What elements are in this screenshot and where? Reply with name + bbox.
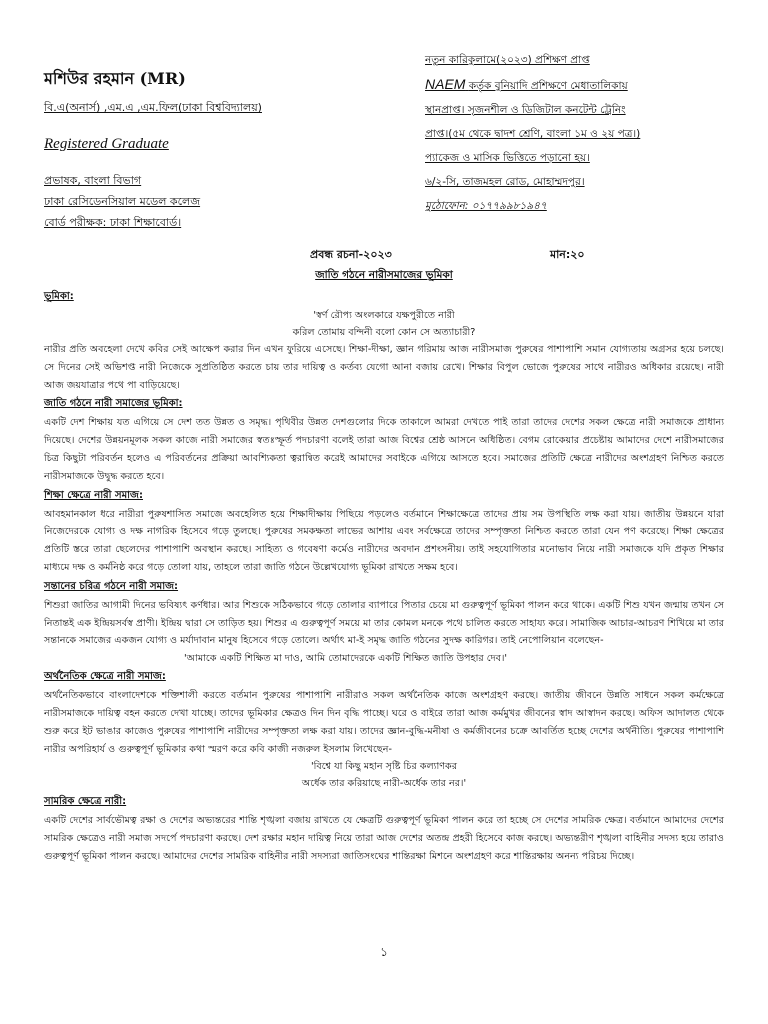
training-line-5: প্যাকেজ ও মাসিক ভিত্তিতে পড়ানো হয়। — [425, 152, 590, 164]
essay-body — [44, 287, 724, 866]
intro-verse-1: 'স্বর্ণ রৌপ্য অংলকারে যক্ষপুরীতে নারী — [313, 310, 455, 321]
author-examiner: বোর্ড পরীক্ষক: ঢাকা শিক্ষাবোর্ড। — [44, 216, 182, 229]
registered-graduate: Registered Graduate — [44, 136, 169, 152]
intro-paragraph: নারীর প্রতি অবহেলা দেখে কবির সেই আক্ষেপ করার দিন এখন ফুরিয়ে এসেছে। শিক্ষা-দীক্ষা, জ্ঞান গরিমায় আজ নারীসমাজ পুরুষের পাশাপাশি সমান যোগ্যতায় অগ্রসর হয়ে চলছে। সে দিনের সেই অভিশপ্ত নারী নিজেকে সুপ্রতিষ্ঠিত করতে চায় তার দায়িত্ব ও কর্তব্য যেগো আনা বজায় রেখে। শিক্ষার বিপুল ভোজে পুরুষের সাথে নারীরও অধিকার রয়েছে। নারী আজ জয়যাত্রার পথে পা বাড়িয়েছে। — [44, 344, 724, 391]
training-line-3: স্থানপ্রাপ্ত। সৃজনশীল ও ডিজিটাল কনটেন্ট ট্রেনিং — [425, 104, 626, 116]
training-info — [425, 48, 725, 218]
author-info — [44, 66, 374, 233]
author-college: ঢাকা রেসিডেনসিয়াল মডেল কলেজ — [44, 195, 201, 208]
author-degrees: বি.এ(অনার্স) ,এম.এ ,এম.ফিল(ঢাকা বিশ্ববিদ্যালয়) — [44, 101, 262, 114]
essay-topic-wrap — [0, 268, 768, 285]
children-paragraph: শিশুরা জাতির আগামী দিনের ভবিষ্যৎ কর্ণধার। আর শিশুকে সঠিকভাবে গড়ে তোলার ব্যাপারে পিতার চেয়ে মা গুরুত্বপূর্ণ ভূমিকা পালন করে থাকে। একটি শিশু যখন জন্মায় তখন সে নিতান্তই এক ইন্দ্রিয়সর্বস্ব প্রাণী। ইন্দ্রিয় দ্বারা সে তাড়িত হয়। শিশুর এ গুরুত্বপূর্ণ সময়ে মা তার কোমল মনকে পথে চালিত করতে সাহায্য করে। সামাজিক আচার-আচরণ শিখিয়ে মা তার সন্তানকে সমাজের একজন যোগ্য ও মর্যাদাবান মানুষ হিসেবে গড়ে তোলে। অর্থাৎ মা-ই সমৃদ্ধ জাতি গঠনের সুদক্ষ কারিগর। তাই নেপোলিয়ান বলেছেন- — [44, 599, 724, 647]
address: ৬/২-সি, তাজমহল রোড, মোহাম্মদপুর। — [425, 176, 585, 188]
essay-marks: মান:২০ — [550, 248, 585, 261]
author-name: মশিউর রহমান (MR) — [44, 69, 186, 88]
page-number: ১ — [380, 945, 388, 959]
section-heading-children: সন্তানের চরিত্র গঠনে নারী সমাজ: — [44, 580, 179, 592]
nazrul-verse-2: অর্ধেক তার করিয়াছে নারী-অর্ধেক তার নর।' — [301, 778, 467, 790]
section-heading-economy: অর্থনৈতিক ক্ষেত্রে নারী সমাজ: — [44, 671, 166, 683]
essay-title: প্রবন্ধ রচনা-২০২৩ — [310, 248, 392, 261]
training-line-2 — [425, 72, 725, 98]
naem-label: NAEM — [425, 76, 466, 92]
intro-verse-2: করিল তোমায় বন্দিনী বলো কোন সে অত্যাচারী? — [292, 327, 476, 338]
section-heading-military: সামরিক ক্ষেত্রে নারী: — [44, 796, 127, 808]
economy-paragraph: অর্থনৈতিকভাবে বাংলাদেশকে শক্তিশালী করতে বর্তমান পুরুষের পাশাপাশি নারীরাও সকল অর্থনৈতিক কাজে অংশগ্রহণ করছে। জাতীয় জীবনে উন্নতি সাধনে সকল কর্মক্ষেত্রে নারীসমাজকে দায়িত্ব বহন করতে দেখা যাচ্ছে। তাদের ভূমিকার ক্ষেত্রও দিন দিন বৃদ্ধি পাচ্ছে। ঘরে ও বাইরে তারা আজ কর্মমুখর জীবনের স্বাদ আস্বাদন করছে। অফিস আদালত থেকে শুরু করে ইট ভাঙার কাজেও পুরুষের পাশাপাশি নারীদের সম্পৃক্ততা লক্ষ করা যায়। তাদের জ্ঞান-বুদ্ধি-মনীষা ও কর্মজীবনের চক্রে আবর্তিত হচ্ছে দেশের অর্থনীতি। পুরুষের পাশাপাশি নারীর অপরিহার্য ও গুরুত্বপূর্ণ ভূমিকার কথা স্মরণ করে কবি কাজী নজরুল ইসলাম লিখেছেন- — [44, 690, 724, 755]
section-heading-nation: জাতি গঠনে নারী সমাজের ভূমিকা: — [44, 398, 183, 410]
training-line-2-text: কর্তৃক বুনিয়াদি প্রশিক্ষণে মেধাতালিকায় — [468, 80, 628, 92]
section-heading-intro: ভূমিকা: — [44, 291, 74, 302]
author-position: প্রভাষক, বাংলা বিভাগ — [44, 174, 142, 187]
training-line-4: প্রাপ্ত।(৫ম থেকে দ্বাদশ শ্রেণি, বাংলা ১ম ও ২য় পত্র।) — [425, 128, 641, 140]
military-paragraph: একটি দেশের সার্বভৌমত্ব রক্ষা ও দেশের অভ্যন্তরের শান্তি শৃঙ্খলা বজায় রাখতে যে ক্ষেত্রটি গুরুত্বপূর্ণ ভূমিকা পালন করে তা হচ্ছে সে দেশের সামরিক ক্ষেত্র। বর্তমানে আমাদের দেশের সামরিক ক্ষেত্রেও নারী সমাজ সদর্পে পদচারণা করছে। দেশ রক্ষার মহান দায়িত্ব নিয়ে তারা আজ দেশের অতন্দ্র প্রহরী হিসেবে কাজ করছে। অভ্যন্তরীণ শৃঙ্খলা বাহিনীর সদস্য হয়ে তারাও গুরুত্বপূর্ণ ভূমিকা পালন করছে। আমাদের দেশের সামরিক বাহিনীর নারী সদস্যরা জাতিসংঘের শান্তিরক্ষা মিশনে অংশগ্রহণ করে শান্তিরক্ষায় অনন্য পরিচয় দিচ্ছে। — [44, 815, 724, 862]
education-paragraph: আবহমানকাল ধরে নারীরা পুরুষশাসিত সমাজে অবহেলিত হয়ে শিক্ষাদীক্ষায় পিছিয়ে পড়লেও বর্তমানে শিক্ষাক্ষেত্রে তাদের প্রায় সম উপস্থিতি লক্ষ করা যায়। জাতীয় উন্নয়নে যারা নিজেদেরকে যোগ্য ও দক্ষ নাগরিক হিসেবে গড়ে তুলছে। পুরুষের সমকক্ষতা লাভের আশায় এবং সর্বক্ষেত্রে তাদের সম্পৃক্ততা নিশ্চিত করতে তারা যেন পণ করেছে। শিক্ষা ক্ষেত্রের প্রতিটি স্তরে তারা ছেলেদের পাশাপাশি অবস্থান করছে। সাহিত্য ও গবেষণা কর্মেও নারীদের অবদান প্রশংসনীয়। তাই সহযোগিতার মনোভাব নিয়ে নারী সমাজকে যদি প্রকৃত শিক্ষার মাধ্যমে দক্ষ ও কর্মনিষ্ঠ করে গড়ে তোলা যায়, তাহলে তারা জাতি গঠনে উল্লেখযোগ্য ভূমিকা রাখতে সক্ষম হবে। — [44, 508, 724, 573]
essay-topic: জাতি গঠনে নারীসমাজের ভূমিকা — [315, 269, 453, 281]
nazrul-verse-1: 'বিশ্বে যা কিছু মহান সৃষ্টি চির কল্যাণকর — [310, 761, 458, 773]
training-line-1: নতুন কারিকুলামে(২০২৩) প্রশিক্ষণ প্রাপ্ত — [425, 54, 590, 66]
section-heading-education: শিক্ষা ক্ষেত্রে নারী সমাজ: — [44, 489, 143, 501]
napoleon-quote: 'আমাকে একটি শিক্ষিত মা দাও, আমি তোমাদেরকে একটি শিক্ষিত জাতি উপহার দেব।' — [184, 653, 508, 665]
phone: মুঠোফোন: ০১৭৭৯৯৮১৯৪৭ — [425, 200, 547, 212]
nation-paragraph: একটি দেশ শিক্ষায় যত এগিয়ে সে দেশ তত উন্নত ও সমৃদ্ধ। পৃথিবীর উন্নত দেশগুলোর দিকে তাকালে আমরা দেখতে পাই তারা তাদের দেশের সকল ক্ষেত্রে নারী সমাজকে প্রাধান্য দিয়েছে। দেশের উন্নয়নমূলক সকল কাজে নারী সমাজের স্বতঃস্ফূর্ত পদচারণা বলেই তারা আজ বিশ্বের শ্রেষ্ঠ আসনে অধিষ্ঠিত। বেগম রোকেয়ার প্রচেষ্টায় আমাদের দেশে নারীসমাজের চিত্র কিছুটা পরিবর্তন হলেও এ পরিবর্তনের প্রক্রিয়া আবশ্যিকতা ত্বরান্বিত করেই আমাদের সবাইকে এগিয়ে আসতে হবে। সমাজের প্রতিটি ক্ষেত্রে নারীদের অংশগ্রহণ নিশ্চিত করতে নারীসমাজকে উদ্বুদ্ধ করতে হবে। — [44, 417, 724, 482]
